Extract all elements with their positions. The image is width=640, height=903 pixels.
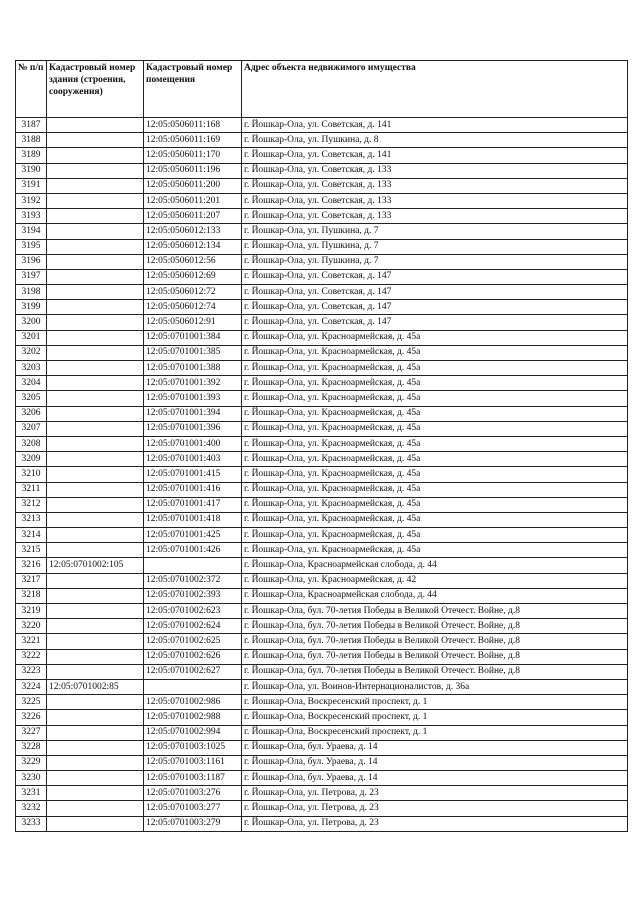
building-cadastral-cell	[47, 436, 144, 451]
address-cell: г. Йошкар-Ола, Красноармейская слобода, д. 44	[242, 588, 628, 603]
building-cadastral-cell	[47, 315, 144, 330]
row-number-cell: 3215	[16, 543, 47, 558]
address-cell: г. Йошкар-Ола, ул. Красноармейская, д. 45а	[242, 467, 628, 482]
table-row	[16, 634, 628, 649]
building-cadastral-cell	[47, 178, 144, 193]
address-cell: г. Йошкар-Ола, ул. Советская, д. 141	[242, 148, 628, 163]
row-number-cell: 3209	[16, 452, 47, 467]
row-number-cell: 3196	[16, 254, 47, 269]
premises-cadastral-cell: 12:05:0506011:200	[144, 178, 242, 193]
table-row	[16, 178, 628, 193]
building-cadastral-cell	[47, 528, 144, 543]
row-number-cell: 3224	[16, 679, 47, 694]
header-number: № п/п	[16, 61, 47, 118]
row-number-cell: 3222	[16, 649, 47, 664]
table-row	[16, 619, 628, 634]
building-cadastral-cell	[47, 725, 144, 740]
building-cadastral-cell	[47, 573, 144, 588]
building-cadastral-cell	[47, 801, 144, 816]
table-row	[16, 543, 628, 558]
address-cell: г. Йошкар-Ола, Воскресенский проспект, д. 1	[242, 725, 628, 740]
table-row	[16, 588, 628, 603]
table-row	[16, 755, 628, 770]
premises-cadastral-cell: 12:05:0701001:393	[144, 391, 242, 406]
row-number-cell: 3226	[16, 710, 47, 725]
table-row	[16, 254, 628, 269]
premises-cadastral-cell: 12:05:0506012:74	[144, 300, 242, 315]
address-cell: г. Йошкар-Ола, ул. Петрова, д. 23	[242, 801, 628, 816]
premises-cadastral-cell: 12:05:0701003:1187	[144, 771, 242, 786]
premises-cadastral-cell: 12:05:0701002:623	[144, 604, 242, 619]
address-cell: г. Йошкар-Ола, ул. Советская, д. 133	[242, 209, 628, 224]
building-cadastral-cell	[47, 588, 144, 603]
address-cell: г. Йошкар-Ола, бул. Ураева, д. 14	[242, 755, 628, 770]
building-cadastral-cell: 12:05:0701002:105	[47, 558, 144, 573]
building-cadastral-cell	[47, 345, 144, 360]
row-number-cell: 3211	[16, 482, 47, 497]
premises-cadastral-cell: 12:05:0701001:416	[144, 482, 242, 497]
table-row	[16, 512, 628, 527]
premises-cadastral-cell: 12:05:0701001:388	[144, 361, 242, 376]
address-cell: г. Йошкар-Ола, ул. Пушкина, д. 7	[242, 239, 628, 254]
row-number-cell: 3203	[16, 361, 47, 376]
row-number-cell: 3193	[16, 209, 47, 224]
table-row	[16, 285, 628, 300]
premises-cadastral-cell: 12:05:0701002:393	[144, 588, 242, 603]
building-cadastral-cell	[47, 376, 144, 391]
table-row	[16, 740, 628, 755]
table-row	[16, 133, 628, 148]
row-number-cell: 3223	[16, 664, 47, 679]
premises-cadastral-cell: 12:05:0701001:392	[144, 376, 242, 391]
building-cadastral-cell	[47, 816, 144, 831]
premises-cadastral-cell: 12:05:0701001:417	[144, 497, 242, 512]
row-number-cell: 3202	[16, 345, 47, 360]
building-cadastral-cell	[47, 421, 144, 436]
premises-cadastral-cell: 12:05:0701002:627	[144, 664, 242, 679]
address-cell: г. Йошкар-Ола, ул. Красноармейская, д. 45а	[242, 391, 628, 406]
row-number-cell: 3227	[16, 725, 47, 740]
premises-cadastral-cell	[144, 558, 242, 573]
building-cadastral-cell	[47, 512, 144, 527]
table-row	[16, 148, 628, 163]
premises-cadastral-cell: 12:05:0701002:986	[144, 695, 242, 710]
table-row	[16, 391, 628, 406]
table-row	[16, 163, 628, 178]
address-cell: г. Йошкар-Ола, ул. Красноармейская, д. 45а	[242, 452, 628, 467]
table-row	[16, 361, 628, 376]
address-cell: г. Йошкар-Ола, ул. Красноармейская, д. 45а	[242, 512, 628, 527]
building-cadastral-cell	[47, 224, 144, 239]
address-cell: г. Йошкар-Ола, ул. Советская, д. 147	[242, 285, 628, 300]
address-cell: г. Йошкар-Ола, ул. Красноармейская, д. 45а	[242, 482, 628, 497]
address-cell: г. Йошкар-Ола, ул. Советская, д. 147	[242, 300, 628, 315]
address-cell: г. Йошкар-Ола, ул. Советская, д. 147	[242, 315, 628, 330]
row-number-cell: 3199	[16, 300, 47, 315]
premises-cadastral-cell: 12:05:0701002:626	[144, 649, 242, 664]
address-cell: г. Йошкар-Ола, бул. Ураева, д. 14	[242, 740, 628, 755]
premises-cadastral-cell: 12:05:0701002:372	[144, 573, 242, 588]
premises-cadastral-cell: 12:05:0506012:91	[144, 315, 242, 330]
building-cadastral-cell	[47, 467, 144, 482]
premises-cadastral-cell: 12:05:0506012:134	[144, 239, 242, 254]
address-cell: г. Йошкар-Ола, ул. Красноармейская, д. 45а	[242, 543, 628, 558]
premises-cadastral-cell: 12:05:0506011:207	[144, 209, 242, 224]
building-cadastral-cell	[47, 118, 144, 133]
building-cadastral-cell	[47, 193, 144, 208]
premises-cadastral-cell: 12:05:0701001:385	[144, 345, 242, 360]
table-row	[16, 649, 628, 664]
table-row	[16, 467, 628, 482]
address-cell: г. Йошкар-Ола, ул. Красноармейская, д. 45а	[242, 345, 628, 360]
address-cell: г. Йошкар-Ола, ул. Пушкина, д. 8	[242, 133, 628, 148]
row-number-cell: 3197	[16, 269, 47, 284]
row-number-cell: 3200	[16, 315, 47, 330]
building-cadastral-cell	[47, 740, 144, 755]
row-number-cell: 3189	[16, 148, 47, 163]
row-number-cell: 3220	[16, 619, 47, 634]
building-cadastral-cell: 12:05:0701002:85	[47, 679, 144, 694]
premises-cadastral-cell: 12:05:0701001:394	[144, 406, 242, 421]
building-cadastral-cell	[47, 300, 144, 315]
building-cadastral-cell	[47, 710, 144, 725]
table-header-row	[16, 61, 628, 118]
table-row	[16, 330, 628, 345]
row-number-cell: 3213	[16, 512, 47, 527]
row-number-cell: 3219	[16, 604, 47, 619]
address-cell: г. Йошкар-Ола, ул. Советская, д. 133	[242, 163, 628, 178]
premises-cadastral-cell: 12:05:0701001:384	[144, 330, 242, 345]
table-row	[16, 664, 628, 679]
address-cell: г. Йошкар-Ола, бул. 70-летия Победы в Великой Отечест. Войне, д.8	[242, 649, 628, 664]
premises-cadastral-cell: 12:05:0701003:1161	[144, 755, 242, 770]
building-cadastral-cell	[47, 664, 144, 679]
building-cadastral-cell	[47, 497, 144, 512]
building-cadastral-cell	[47, 452, 144, 467]
row-number-cell: 3231	[16, 786, 47, 801]
building-cadastral-cell	[47, 269, 144, 284]
address-cell: г. Йошкар-Ола, ул. Советская, д. 141	[242, 118, 628, 133]
table-row	[16, 193, 628, 208]
address-cell: г. Йошкар-Ола, бул. Ураева, д. 14	[242, 771, 628, 786]
row-number-cell: 3207	[16, 421, 47, 436]
table-row	[16, 406, 628, 421]
row-number-cell: 3216	[16, 558, 47, 573]
row-number-cell: 3201	[16, 330, 47, 345]
premises-cadastral-cell: 12:05:0506012:72	[144, 285, 242, 300]
premises-cadastral-cell: 12:05:0701002:994	[144, 725, 242, 740]
address-cell: г. Йошкар-Ола, ул. Красноармейская, д. 45а	[242, 376, 628, 391]
row-number-cell: 3190	[16, 163, 47, 178]
premises-cadastral-cell: 12:05:0701003:279	[144, 816, 242, 831]
address-cell: г. Йошкар-Ола, ул. Петрова, д. 23	[242, 786, 628, 801]
table-row	[16, 269, 628, 284]
table-row	[16, 725, 628, 740]
building-cadastral-cell	[47, 285, 144, 300]
table-row	[16, 239, 628, 254]
building-cadastral-cell	[47, 209, 144, 224]
building-cadastral-cell	[47, 391, 144, 406]
address-cell: г. Йошкар-Ола, Воскресенский проспект, д. 1	[242, 710, 628, 725]
header-building-cadastral: Кадастровый номер здания (строения, сооружения)	[47, 61, 144, 118]
address-cell: г. Йошкар-Ола, бул. 70-летия Победы в Великой Отечест. Войне, д.8	[242, 634, 628, 649]
table-row	[16, 436, 628, 451]
address-cell: г. Йошкар-Ола, ул. Красноармейская, д. 45а	[242, 528, 628, 543]
building-cadastral-cell	[47, 634, 144, 649]
header-premises-cadastral: Кадастровый номер помещения	[144, 61, 242, 118]
address-cell: г. Йошкар-Ола, ул. Красноармейская, д. 45а	[242, 497, 628, 512]
premises-cadastral-cell: 12:05:0701001:403	[144, 452, 242, 467]
address-cell: г. Йошкар-Ола, ул. Советская, д. 147	[242, 269, 628, 284]
table-row	[16, 558, 628, 573]
premises-cadastral-cell: 12:05:0701001:426	[144, 543, 242, 558]
address-cell: г. Йошкар-Ола, бул. 70-летия Победы в Великой Отечест. Войне, д.8	[242, 664, 628, 679]
address-cell: г. Йошкар-Ола, ул. Воинов-Интернационалистов, д. 36а	[242, 679, 628, 694]
table-row	[16, 345, 628, 360]
building-cadastral-cell	[47, 619, 144, 634]
building-cadastral-cell	[47, 406, 144, 421]
row-number-cell: 3194	[16, 224, 47, 239]
building-cadastral-cell	[47, 755, 144, 770]
building-cadastral-cell	[47, 649, 144, 664]
row-number-cell: 3229	[16, 755, 47, 770]
row-number-cell: 3208	[16, 436, 47, 451]
premises-cadastral-cell: 12:05:0506011:201	[144, 193, 242, 208]
row-number-cell: 3187	[16, 118, 47, 133]
address-cell: г. Йошкар-Ола, ул. Красноармейская, д. 45а	[242, 421, 628, 436]
table-row	[16, 528, 628, 543]
address-cell: г. Йошкар-Ола, Красноармейская слобода, д. 44	[242, 558, 628, 573]
row-number-cell: 3225	[16, 695, 47, 710]
row-number-cell: 3214	[16, 528, 47, 543]
premises-cadastral-cell: 12:05:0701001:425	[144, 528, 242, 543]
building-cadastral-cell	[47, 330, 144, 345]
address-cell: г. Йошкар-Ола, ул. Красноармейская, д. 45а	[242, 406, 628, 421]
row-number-cell: 3230	[16, 771, 47, 786]
table-row	[16, 771, 628, 786]
table-row	[16, 695, 628, 710]
property-register-table	[15, 60, 628, 832]
row-number-cell: 3191	[16, 178, 47, 193]
row-number-cell: 3195	[16, 239, 47, 254]
premises-cadastral-cell: 12:05:0506012:56	[144, 254, 242, 269]
address-cell: г. Йошкар-Ола, ул. Советская, д. 133	[242, 193, 628, 208]
premises-cadastral-cell: 12:05:0506012:133	[144, 224, 242, 239]
row-number-cell: 3192	[16, 193, 47, 208]
premises-cadastral-cell: 12:05:0506012:69	[144, 269, 242, 284]
premises-cadastral-cell: 12:05:0701003:276	[144, 786, 242, 801]
premises-cadastral-cell: 12:05:0701001:415	[144, 467, 242, 482]
table-row	[16, 300, 628, 315]
row-number-cell: 3206	[16, 406, 47, 421]
address-cell: г. Йошкар-Ола, ул. Красноармейская, д. 45а	[242, 361, 628, 376]
premises-cadastral-cell: 12:05:0701002:988	[144, 710, 242, 725]
row-number-cell: 3204	[16, 376, 47, 391]
building-cadastral-cell	[47, 543, 144, 558]
table-row	[16, 209, 628, 224]
building-cadastral-cell	[47, 786, 144, 801]
address-cell: г. Йошкар-Ола, бул. 70-летия Победы в Великой Отечест. Войне, д.8	[242, 619, 628, 634]
header-address: Адрес объекта недвижимого имущества	[242, 61, 628, 118]
table-row	[16, 315, 628, 330]
building-cadastral-cell	[47, 482, 144, 497]
premises-cadastral-cell: 12:05:0701001:418	[144, 512, 242, 527]
table-row	[16, 482, 628, 497]
table-row	[16, 801, 628, 816]
table-row	[16, 786, 628, 801]
building-cadastral-cell	[47, 695, 144, 710]
premises-cadastral-cell: 12:05:0701003:1025	[144, 740, 242, 755]
address-cell: г. Йошкар-Ола, Воскресенский проспект, д. 1	[242, 695, 628, 710]
premises-cadastral-cell: 12:05:0701001:400	[144, 436, 242, 451]
table-body	[16, 118, 628, 832]
address-cell: г. Йошкар-Ола, ул. Красноармейская, д. 42	[242, 573, 628, 588]
row-number-cell: 3233	[16, 816, 47, 831]
row-number-cell: 3188	[16, 133, 47, 148]
row-number-cell: 3198	[16, 285, 47, 300]
address-cell: г. Йошкар-Ола, ул. Пушкина, д. 7	[242, 254, 628, 269]
table-row	[16, 679, 628, 694]
address-cell: г. Йошкар-Ола, ул. Красноармейская, д. 45а	[242, 436, 628, 451]
premises-cadastral-cell	[144, 679, 242, 694]
building-cadastral-cell	[47, 148, 144, 163]
building-cadastral-cell	[47, 239, 144, 254]
row-number-cell: 3232	[16, 801, 47, 816]
row-number-cell: 3218	[16, 588, 47, 603]
premises-cadastral-cell: 12:05:0701002:624	[144, 619, 242, 634]
row-number-cell: 3217	[16, 573, 47, 588]
address-cell: г. Йошкар-Ола, ул. Петрова, д. 23	[242, 816, 628, 831]
premises-cadastral-cell: 12:05:0506011:196	[144, 163, 242, 178]
table-row	[16, 224, 628, 239]
address-cell: г. Йошкар-Ола, ул. Пушкина, д. 7	[242, 224, 628, 239]
building-cadastral-cell	[47, 163, 144, 178]
row-number-cell: 3212	[16, 497, 47, 512]
building-cadastral-cell	[47, 604, 144, 619]
building-cadastral-cell	[47, 771, 144, 786]
table-row	[16, 497, 628, 512]
row-number-cell: 3228	[16, 740, 47, 755]
row-number-cell: 3205	[16, 391, 47, 406]
premises-cadastral-cell: 12:05:0506011:169	[144, 133, 242, 148]
table-row	[16, 118, 628, 133]
table-row	[16, 421, 628, 436]
table-row	[16, 376, 628, 391]
table-row	[16, 573, 628, 588]
table-row	[16, 816, 628, 831]
building-cadastral-cell	[47, 361, 144, 376]
building-cadastral-cell	[47, 254, 144, 269]
address-cell: г. Йошкар-Ола, бул. 70-летия Победы в Великой Отечест. Войне, д.8	[242, 604, 628, 619]
premises-cadastral-cell: 12:05:0701001:396	[144, 421, 242, 436]
table-row	[16, 604, 628, 619]
premises-cadastral-cell: 12:05:0506011:168	[144, 118, 242, 133]
row-number-cell: 3221	[16, 634, 47, 649]
premises-cadastral-cell: 12:05:0701002:625	[144, 634, 242, 649]
row-number-cell: 3210	[16, 467, 47, 482]
table-row	[16, 452, 628, 467]
address-cell: г. Йошкар-Ола, ул. Красноармейская, д. 45а	[242, 330, 628, 345]
premises-cadastral-cell: 12:05:0506011:170	[144, 148, 242, 163]
address-cell: г. Йошкар-Ола, ул. Советская, д. 133	[242, 178, 628, 193]
building-cadastral-cell	[47, 133, 144, 148]
table-row	[16, 710, 628, 725]
premises-cadastral-cell: 12:05:0701003:277	[144, 801, 242, 816]
